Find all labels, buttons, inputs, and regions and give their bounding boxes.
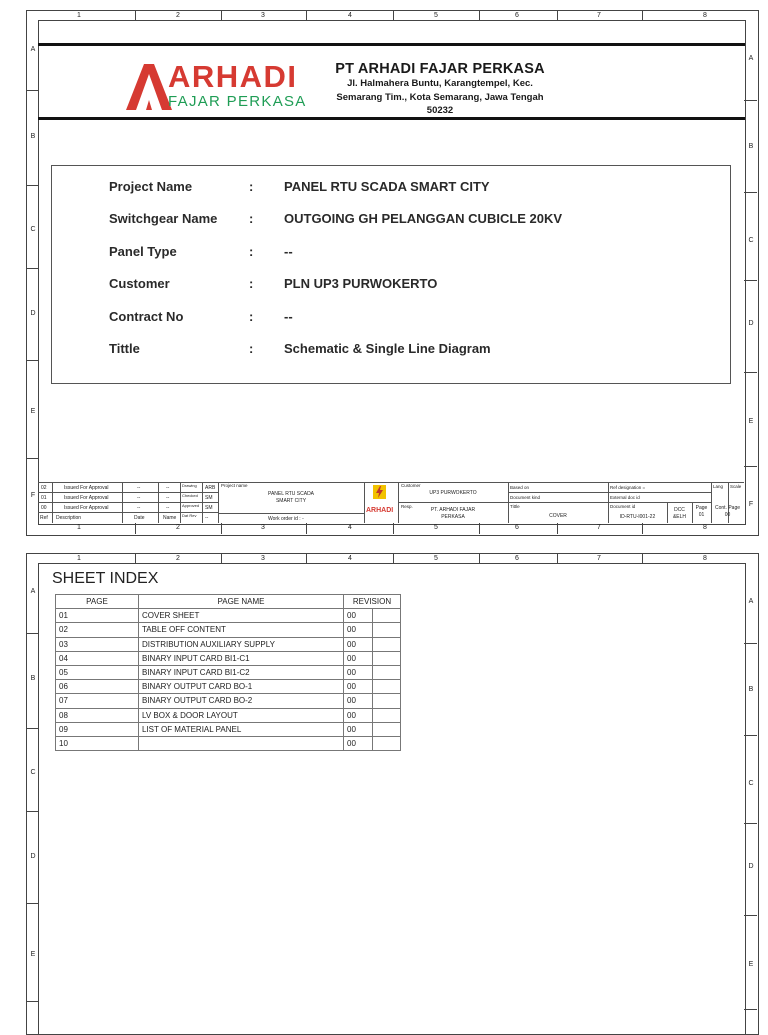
cell-page: 07 (56, 694, 139, 708)
table-row (56, 694, 401, 708)
grid-number: 2 (176, 524, 180, 531)
cell-empty (373, 680, 401, 694)
info-colon: : (249, 341, 254, 356)
grid-letter: C (748, 237, 754, 244)
project-name-line: SMART CITY (275, 498, 307, 504)
rev-number: 00 (41, 505, 47, 511)
grid-letter: A (30, 46, 36, 53)
grid-number: 4 (348, 555, 352, 562)
grid-number: 2 (176, 555, 180, 562)
grid-number: 8 (703, 524, 707, 531)
info-value: PANEL RTU SCADA SMART CITY (284, 179, 490, 194)
cell-revision: 00 (344, 665, 373, 679)
rev-name: Name (163, 515, 177, 521)
cell-empty (373, 665, 401, 679)
info-label: Switchgear Name (109, 211, 218, 226)
info-value: PLN UP3 PURWOKERTO (284, 276, 438, 291)
rev-role: Checked (182, 493, 198, 498)
cell-page-name: BINARY INPUT CARD BI1-C1 (139, 651, 344, 665)
rev-initials: ARB (205, 485, 216, 491)
project-name-line: PANEL RTU SCADA (267, 491, 315, 497)
cell-page: 05 (56, 665, 139, 679)
resp-label: Resp. (401, 504, 413, 509)
cell-page-name: BINARY INPUT CARD BI1-C2 (139, 665, 344, 679)
info-value: -- (284, 244, 293, 259)
dcc-line: &ELH (672, 514, 687, 520)
grid-number: 1 (77, 555, 81, 562)
cell-page-name: BINARY OUTPUT CARD BO-2 (139, 694, 344, 708)
table-row (56, 680, 401, 694)
rev-description: Issued For Approval (64, 505, 109, 511)
grid-number: 7 (597, 524, 601, 531)
grid-number: 6 (515, 555, 519, 562)
grid-letter: D (748, 863, 754, 870)
info-colon: : (249, 309, 254, 324)
cell-page: 03 (56, 637, 139, 651)
grid-number: 2 (176, 12, 180, 19)
grid-number: 7 (597, 555, 601, 562)
company-logo (124, 60, 320, 114)
cell-revision: 00 (344, 637, 373, 651)
grid-number: 8 (703, 12, 707, 19)
grid-letter: A (748, 598, 754, 605)
column-header-revision: REVISION (344, 595, 401, 609)
rev-name: -- (166, 485, 170, 491)
table-row (56, 651, 401, 665)
cont-page-label: Cont. Page (714, 505, 741, 511)
mini-logo-word: ARHADI (366, 507, 394, 514)
rev-initials: SM (205, 505, 213, 511)
based-on-label: Based on (510, 485, 530, 490)
grid-letter: C (30, 769, 36, 776)
cell-page-name: COVER SHEET (139, 609, 344, 623)
header-rule-top (38, 43, 745, 46)
rev-date: Date (134, 515, 145, 521)
info-value: OUTGOING GH PELANGGAN CUBICLE 20KV (284, 211, 563, 226)
grid-letter: E (30, 408, 36, 415)
grid-letter: C (748, 780, 754, 787)
grid-number: 3 (261, 555, 265, 562)
cont-page-value: 00 (724, 512, 731, 518)
cell-page-name: BINARY OUTPUT CARD BO-1 (139, 680, 344, 694)
lightning-icon (373, 485, 386, 499)
sheet-index-table (55, 594, 401, 751)
customer-value: UP3 PURWOKERTO (429, 490, 477, 496)
grid-letter: D (748, 320, 754, 327)
grid-letter: E (30, 951, 36, 958)
cell-empty (373, 694, 401, 708)
table-header-row (56, 595, 401, 609)
company-name: PT ARHADI FAJAR PERKASA (335, 61, 545, 77)
logo-subtitle: FAJAR PERKASA (168, 93, 307, 110)
grid-number: 1 (77, 524, 81, 531)
project-name-label: Project name (221, 483, 248, 488)
table-row (56, 609, 401, 623)
grid-number: 8 (703, 555, 707, 562)
rev-name: -- (166, 495, 170, 501)
resp-line: PT. ARHADI FAJAR (430, 507, 476, 513)
cell-empty (373, 623, 401, 637)
rev-date: -- (137, 505, 141, 511)
ref-designation: Ref designation = (610, 485, 646, 490)
grid-number: 4 (348, 12, 352, 19)
cell-page: 04 (56, 651, 139, 665)
info-value: -- (284, 309, 293, 324)
rev-number: Ref (40, 515, 48, 521)
table-row (56, 736, 401, 750)
cell-page: 06 (56, 680, 139, 694)
cell-page: 09 (56, 722, 139, 736)
document-id-label: Document id (610, 504, 636, 509)
cell-page: 08 (56, 708, 139, 722)
info-label: Project Name (109, 179, 193, 194)
rev-name: -- (166, 505, 170, 511)
cell-page-name: LV BOX & DOOR LAYOUT (139, 708, 344, 722)
tittle-label: Tittle (510, 504, 520, 509)
cell-empty (373, 708, 401, 722)
table-row (56, 623, 401, 637)
cell-empty (373, 651, 401, 665)
grid-letter: F (30, 492, 36, 499)
grid-letter: B (30, 675, 36, 682)
info-colon: : (249, 211, 254, 226)
info-colon: : (249, 244, 254, 259)
grid-letter: F (748, 501, 754, 508)
info-colon: : (249, 179, 254, 194)
table-row (56, 708, 401, 722)
column-header-page-name: PAGE NAME (139, 595, 344, 609)
rev-date: -- (137, 495, 141, 501)
lang-label: Lang (713, 484, 724, 489)
rev-role: Approved (182, 503, 200, 508)
info-label: Contract No (109, 309, 184, 324)
grid-letter: E (748, 961, 754, 968)
grid-number: 5 (434, 555, 438, 562)
company-address-line: 50232 (426, 105, 454, 116)
cell-page-name: TABLE OFF CONTENT (139, 623, 344, 637)
grid-number: 4 (348, 524, 352, 531)
table-row (56, 722, 401, 736)
info-label: Customer (109, 276, 170, 291)
project-info-box (51, 165, 731, 384)
dcc-line: DCC (674, 507, 685, 513)
grid-letter: C (30, 226, 36, 233)
cell-revision: 00 (344, 623, 373, 637)
table-row (56, 637, 401, 651)
grid-letter: A (748, 55, 754, 62)
grid-number: 7 (597, 12, 601, 19)
grid-letter: A (30, 588, 36, 595)
cell-page: 01 (56, 609, 139, 623)
info-label: Tittle (109, 341, 140, 356)
grid-letter: D (30, 853, 36, 860)
rev-description: Issued For Approval (64, 495, 109, 501)
cell-page: 02 (56, 623, 139, 637)
rev-number: 01 (41, 495, 47, 501)
document-kind-label: Document kind (510, 495, 541, 500)
grid-letter: B (30, 133, 36, 140)
cell-empty (373, 637, 401, 651)
rev-date: -- (137, 485, 141, 491)
cell-revision: 00 (344, 694, 373, 708)
external-doc-id: External doc id (610, 495, 640, 500)
rev-role: Dat Rev (182, 513, 197, 518)
grid-number: 1 (77, 12, 81, 19)
scale-label: Scale (730, 484, 742, 489)
cell-revision: 00 (344, 609, 373, 623)
grid-number: 6 (515, 12, 519, 19)
grid-number: 3 (261, 12, 265, 19)
cell-revision: 00 (344, 722, 373, 736)
grid-number: 3 (261, 524, 265, 531)
mini-logo (364, 505, 398, 521)
cell-page-name: DISTRIBUTION AUXILIARY SUPPLY (139, 637, 344, 651)
cell-page-name: LIST OF MATERIAL PANEL (139, 722, 344, 736)
logo-word: ARHADI (168, 59, 298, 94)
info-value: Schematic & Single Line Diagram (284, 341, 491, 356)
work-order: Work order id : - (268, 516, 304, 522)
column-header-page: PAGE (56, 595, 139, 609)
grid-number: 5 (434, 12, 438, 19)
rev-initials: SM (205, 495, 213, 501)
info-label: Panel Type (109, 244, 177, 259)
page-label: Page (695, 505, 708, 511)
resp-line: PERKASA (441, 514, 465, 520)
grid-letter: D (30, 310, 36, 317)
info-colon: : (249, 276, 254, 291)
cell-page-name (139, 736, 344, 750)
rev-initials: -- (205, 515, 209, 521)
rev-description: Issued For Approval (64, 485, 109, 491)
company-address-line: Jl. Halmahera Buntu, Karangtempel, Kec. (347, 78, 533, 89)
table-row (56, 665, 401, 679)
rev-number: 02 (41, 485, 47, 491)
customer-label: Customer (401, 483, 421, 488)
tittle-value: COVER (549, 513, 567, 519)
cell-empty (373, 722, 401, 736)
cell-page: 10 (56, 736, 139, 750)
cell-empty (373, 609, 401, 623)
cell-revision: 00 (344, 680, 373, 694)
grid-letter: B (748, 143, 754, 150)
grid-number: 6 (515, 524, 519, 531)
document-id-value: ID-RTU-I001-22 (619, 514, 656, 520)
cell-revision: 00 (344, 651, 373, 665)
rev-description: Description (56, 515, 82, 521)
cell-revision: 00 (344, 708, 373, 722)
sheet-index-title: SHEET INDEX (52, 570, 159, 587)
grid-number: 5 (434, 524, 438, 531)
company-address-line: Semarang Tim., Kota Semarang, Jawa Tengah (336, 91, 544, 103)
rev-role: Drawing (182, 483, 197, 488)
grid-letter: E (748, 418, 754, 425)
cell-revision: 00 (344, 736, 373, 750)
company-block (324, 61, 556, 118)
page-value: 01 (698, 512, 705, 518)
grid-letter: B (748, 686, 754, 693)
cell-empty (373, 736, 401, 750)
